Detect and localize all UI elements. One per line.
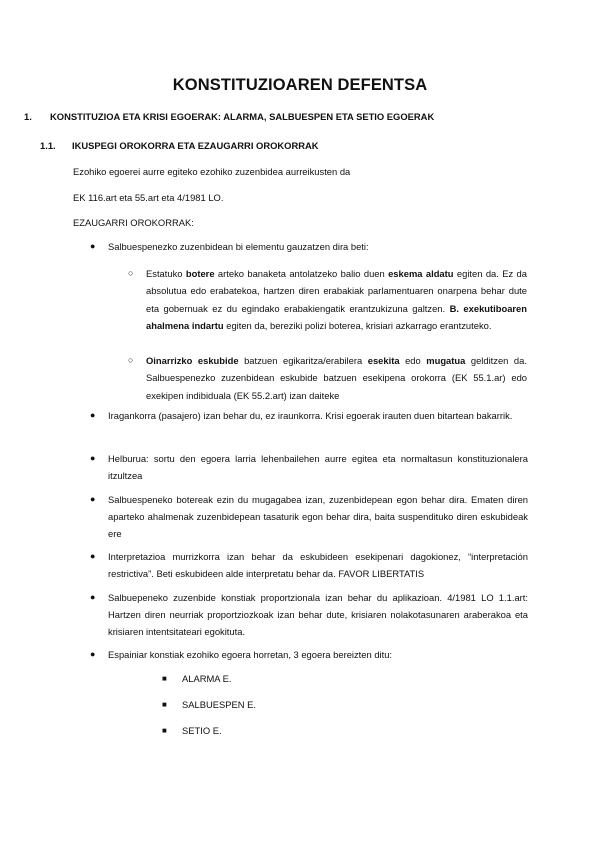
bullet-icon: ● xyxy=(90,241,96,251)
sub-text: gelditzen da. Salbuespenezko zuzenbidean eskubide batzuen esekipena orokorra (EK 55.1.ar) edo exekipen indibiduala (EK 55.2.art) izan daiteke xyxy=(146,355,527,401)
subsection-number: 1.1. xyxy=(40,140,56,151)
state-item-alarma xyxy=(162,673,232,684)
sub-item-1 xyxy=(128,265,527,334)
circle-bullet-icon: ○ xyxy=(128,355,134,365)
bullet-icon: ● xyxy=(90,494,96,504)
sub-text: arteko banaketa antolatzeko balio duen xyxy=(214,268,389,279)
bullet-item-1 xyxy=(90,238,528,255)
bullet-icon: ● xyxy=(90,551,96,561)
sub-text-bold: botere xyxy=(185,268,215,279)
sub-item-2 xyxy=(128,352,527,404)
square-bullet-icon: ■ xyxy=(162,726,167,735)
bullet-text: Helburua: sortu den egoera larria lehenbailehen aurre egitea eta normaltasun konstituzionalera itzultzea xyxy=(108,453,528,481)
state-label: SETIO E. xyxy=(182,725,222,736)
sub-text: edo xyxy=(399,355,427,366)
state-item-setio xyxy=(162,725,222,736)
sub-text-bold: B. exekutiboaren ahalmena indartu xyxy=(146,302,527,331)
sub-text-bold: esekita xyxy=(367,355,400,366)
sub-text-bold: eskema aldatu xyxy=(388,268,454,279)
subsection-heading-1-1 xyxy=(40,140,319,151)
sub-text: Estatuko xyxy=(146,268,186,279)
bullet-icon: ● xyxy=(90,592,96,602)
bullet-item-4 xyxy=(90,491,528,542)
bullet-icon: ● xyxy=(90,649,96,659)
state-label: SALBUESPEN E. xyxy=(182,699,256,710)
circle-bullet-icon: ○ xyxy=(128,268,134,278)
state-label: ALARMA E. xyxy=(182,673,232,684)
sub-text: egiten da. Ez da absolutua edo erabatekoa, hartzen diren erabakiak parlamentuaren onarpena behar dute eta gobernuak ez du egindako erabakiengatik erantzukizuna galtzen. xyxy=(146,268,527,314)
section-title: KONSTITUZIOA ETA KRISI EGOERAK: ALARMA, SALBUESPEN ETA SETIO EGOERAK xyxy=(50,111,435,122)
bullet-text: Salbuepeneko zuzenbide konstiak proportzionala izan behar du aplikazioan. 4/1981 LO 1.1.art: Hartzen diren neurriak proportziozkoak izan behar dute, krisiaren nolakotasunaren araberakoa eta krisiaren intentsitateari egokituta. xyxy=(108,592,528,637)
bullet-item-2 xyxy=(90,407,528,424)
bullet-item-3 xyxy=(90,450,528,484)
square-bullet-icon: ■ xyxy=(162,700,167,709)
subsection-title: IKUSPEGI OROKORRA ETA EZAUGARRI OROKORRAK xyxy=(72,140,319,151)
sub-text-bold: Oinarrizko eskubide xyxy=(146,355,239,366)
bullet-item-6 xyxy=(90,589,528,640)
intro-line-2: EK 116.art eta 55.art eta 4/1981 LO. xyxy=(73,192,224,203)
bullet-icon: ● xyxy=(90,410,96,420)
sub-text: egiten da, bereziki polizi boterea, krisiari azkarrago erantzuteko. xyxy=(223,319,492,331)
section-number: 1. xyxy=(24,111,32,122)
sub-text: batzuen egikaritza/erabilera xyxy=(238,355,368,366)
features-heading: EZAUGARRI OROKORRAK: xyxy=(73,217,194,228)
page-title: KONSTITUZIOAREN DEFENTSA xyxy=(172,76,428,94)
section-heading-1 xyxy=(24,111,434,122)
bullet-item-5 xyxy=(90,548,528,582)
bullet-text: Espainiar konstiak ezohiko egoera horretan, 3 egoera bereizten ditu: xyxy=(108,649,393,660)
sub-text-bold: mugatua xyxy=(426,355,466,366)
bullet-text: Salbuespeneko botereak ezin du mugagabea izan, zuzenbidepean egon behar dira. Ematen diren aparteko ahalmenak zuzenbidepean tasaturik egon behar dira, baita suspendituko diren eskubideak ere xyxy=(108,494,528,539)
bullet-text: Salbuespenezko zuzenbidean bi elementu gauzatzen dira beti: xyxy=(108,241,369,252)
bullet-item-7 xyxy=(90,646,528,663)
bullet-icon: ● xyxy=(90,453,96,463)
bullet-text: Iragankorra (pasajero) izan behar du, ez iraunkorra. Krisi egoerak irauten duen bitartean bakarrik. xyxy=(108,410,513,421)
intro-line-1: Ezohiko egoerei aurre egiteko ezohiko zuzenbidea aurreikusten da xyxy=(73,166,351,177)
square-bullet-icon: ■ xyxy=(162,674,167,683)
bullet-text: Interpretazioa murrizkorra izan behar da eskubideen esekipenari dagokionez, “interpretación restrictiva”. Beti eskubideen alde interpretatu behar da. FAVOR LIBERTATIS xyxy=(108,551,528,579)
state-item-salbuespen xyxy=(162,699,256,710)
